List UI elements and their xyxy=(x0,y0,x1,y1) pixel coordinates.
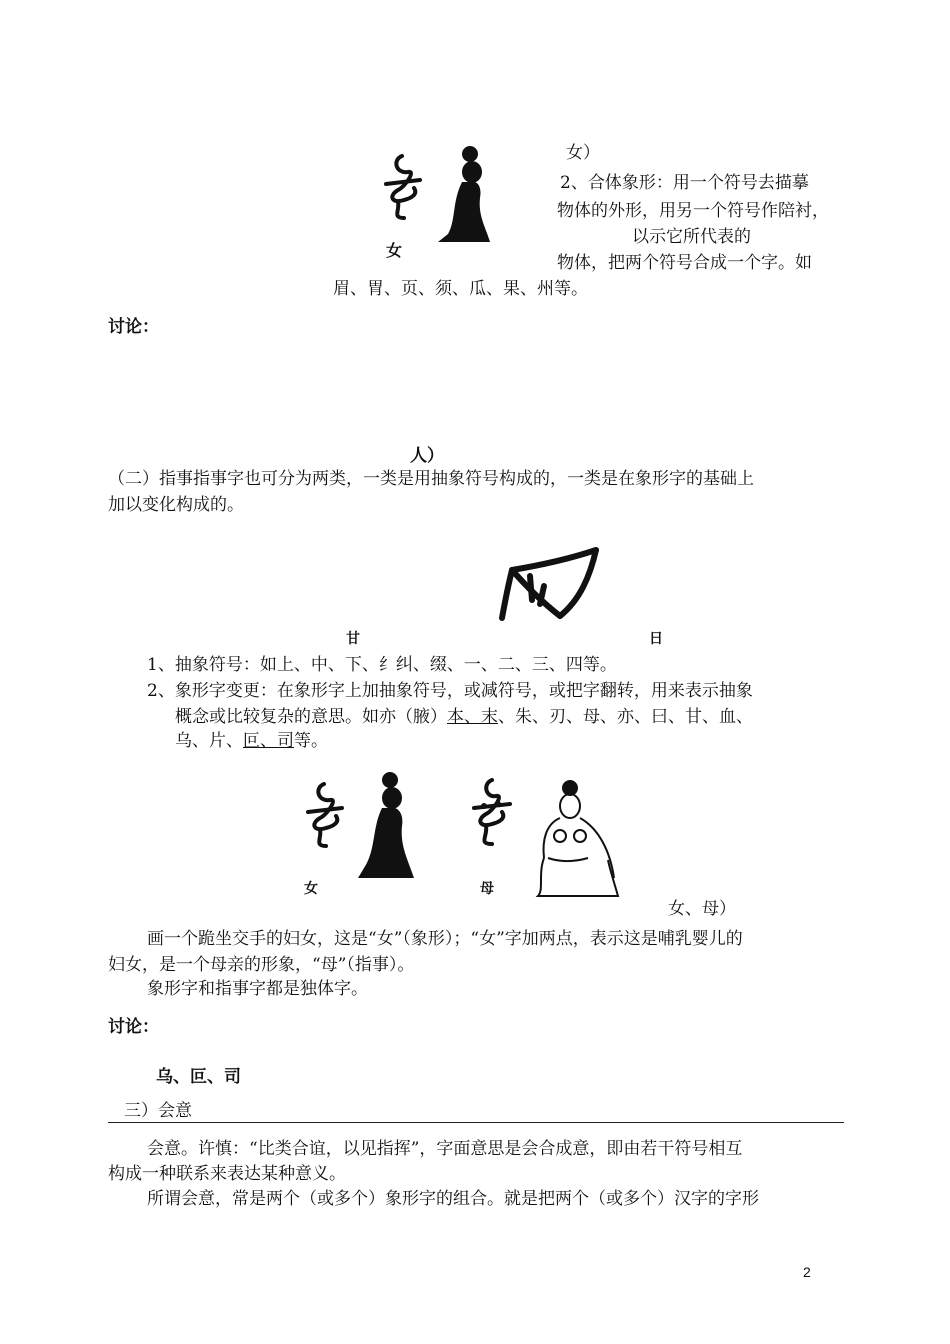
pictograph-line-2: 物体的外形，用另一个符号作陪衬， xyxy=(557,201,829,221)
item2-line2-underlined: 本、末 xyxy=(447,707,498,727)
sun-glyph-figure xyxy=(496,546,604,626)
pictograph-line-1: 2、合体象形：用一个符号去描摹 xyxy=(560,173,809,193)
woman-glyph-figure xyxy=(378,142,518,262)
associative-heading: 三）会意 xyxy=(124,1101,192,1121)
item2-line3-prefix: 乌、片、 xyxy=(175,731,243,751)
person-heading: 人） xyxy=(410,446,444,466)
discussion-heading-2: 讨论： xyxy=(108,1017,159,1037)
caption-woman: 女） xyxy=(566,143,600,163)
pictograph-line-3: 以示它所代表的 xyxy=(632,227,751,247)
indicative-intro-line-1: （二）指事指事字也可分为两类，一类是用抽象符号构成的，一类是在象形字的基础上 xyxy=(108,469,754,489)
glyph-label-gan: 甘 xyxy=(346,631,360,647)
discussion-heading-1: 讨论： xyxy=(108,317,159,337)
figure-label-woman: 女 xyxy=(304,881,318,897)
indicative-item-2-line-2 xyxy=(175,706,753,728)
woman-mother-figure xyxy=(298,770,634,900)
item2-line2-prefix: 概念或比较复杂的意思。如亦（腋） xyxy=(175,707,447,727)
discussion-2-chars: 乌、叵、司 xyxy=(156,1067,241,1087)
associative-p2-line-1: 所谓会意，常是两个（或多个）象形字的组合。就是把两个（或多个）汉字的字形 xyxy=(147,1189,759,1209)
explain-line-1: 画一个跪坐交手的妇女，这是“女”（象形）；“女”字加两点，表示这是哺乳婴儿的 xyxy=(147,929,743,949)
indicative-item-2-line-1: 2、象形字变更：在象形字上加抽象符号，或减符号，或把字翻转，用来表示抽象 xyxy=(147,681,753,701)
explain-line-2: 妇女，是一个母亲的形象，“母”（指事）。 xyxy=(108,955,415,975)
figure-label-mother: 母 xyxy=(480,881,494,897)
pictograph-line-5: 眉、胃、页、须、瓜、果、州等。 xyxy=(333,279,588,299)
pictograph-line-4: 物体，把两个符号合成一个字。如 xyxy=(557,253,812,273)
indicative-item-1: 1、抽象符号：如上、中、下、纟纠、缀、一、二、三、四等。 xyxy=(147,655,617,675)
woman-glyph-label: 女 xyxy=(386,241,403,260)
item2-line3-underlined: 叵、司 xyxy=(243,731,294,751)
page-number: 2 xyxy=(803,1264,811,1280)
explain-line-3: 象形字和指事字都是独体字。 xyxy=(147,979,368,999)
indicative-item-2-line-3 xyxy=(175,730,328,752)
item2-line2-suffix: 、朱、刃、母、亦、曰、甘、血、 xyxy=(498,707,753,727)
item2-line3-suffix: 等。 xyxy=(294,731,328,751)
associative-p1-line-2: 构成一种联系来表达某种意义。 xyxy=(108,1164,346,1184)
section-divider xyxy=(108,1122,844,1123)
glyph-label-ri: 日 xyxy=(649,631,663,647)
associative-p1-line-1: 会意。许慎：“比类合谊，以见指挥”，字面意思是会合成意，即由若干符号相互 xyxy=(147,1139,743,1159)
indicative-intro-line-2: 加以变化构成的。 xyxy=(108,495,244,515)
caption-woman-mother: 女、母） xyxy=(668,899,736,919)
